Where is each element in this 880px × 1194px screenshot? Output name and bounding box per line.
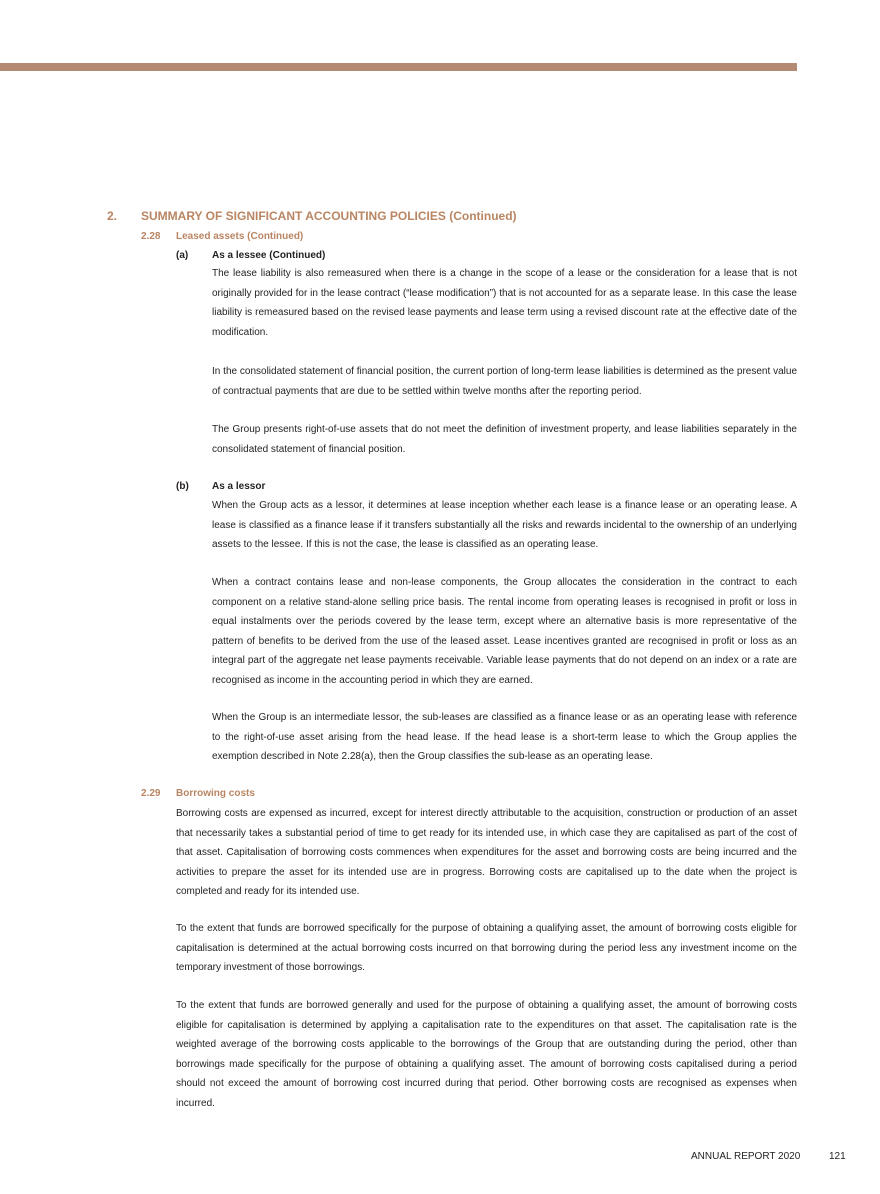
paragraph: The Group presents right-of-use assets that do not meet the definition of investment property, and lease liabilities separately in the consolidated statement of financial position. — [212, 424, 797, 455]
header-rule — [0, 63, 797, 71]
paragraph: To the extent that funds are borrowed generally and used for the purpose of obtaining a qualifying asset, the amount of borrowing costs eligible for capitalisation is determined by applying a capitalisation rate to the expenditures on that asset. The capitalisation rate is the weighted average of the borrowing costs applicable to the borrowings of the Group that are outstanding during the period, other than borrowings made specifically for the purpose of obtaining a qualifying asset. The amount of borrowing costs capitalised during a period should not exceed the amount of borrowing cost incurred during that period. Other borrowing costs are recognised as expenses when incurred. — [176, 1000, 797, 1109]
subsection-number: 2.29 — [141, 788, 161, 799]
paragraph: When a contract contains lease and non-lease components, the Group allocates the consideration in the contract to each component on a relative stand-alone selling price basis. The rental income from operating leases is recognised in profit or loss in equal instalments over the periods covered by the lease term, except where an alternative basis is more representative of the pattern of benefits to be derived from the use of the leased asset. Lease incentives granted are recognised in profit or loss as an integral part of the aggregate net lease payments receivable. Variable lease payments that do not depend on an index or a rate are recognised as income in the accounting period in which they are earned. — [212, 577, 797, 686]
subsection-number: 2.28 — [141, 231, 161, 242]
paragraph: To the extent that funds are borrowed specifically for the purpose of obtaining a qualifying asset, the amount of borrowing costs eligible for capitalisation is determined at the actual borrowing costs incurred on that borrowing during the period less any investment income on the temporary investment of those borrowings. — [176, 923, 797, 973]
item-title: As a lessor — [212, 481, 266, 492]
section-title: SUMMARY OF SIGNIFICANT ACCOUNTING POLICIES (Continued) — [141, 209, 517, 223]
page-number: 121 — [829, 1151, 846, 1162]
item-number: (b) — [176, 481, 189, 492]
paragraph: Borrowing costs are expensed as incurred, except for interest directly attributable to the acquisition, construction or production of an asset that necessarily takes a substantial period of time to get ready for its intended use, in which case they are capitalised as part of the cost of that asset. Capitalisation of borrowing costs commences when expenditures for the asset and borrowing costs are being incurred and the activities to prepare the asset for its intended use are in progress. Borrowing costs are capitalised up to the date when the project is completed and ready for its intended use. — [176, 808, 797, 897]
paragraph: When the Group is an intermediate lessor, the sub-leases are classified as a finance lease or as an operating lease with reference to the right-of-use asset arising from the head lease. If the head lease is a short-term lease to which the Group applies the exemption described in Note 2.28(a), then the Group classifies the sub-lease as an operating lease. — [212, 712, 797, 762]
paragraph: In the consolidated statement of financial position, the current portion of long-term lease liabilities is determined as the present value of contractual payments that are due to be settled within twelve months after the reporting period. — [212, 366, 797, 397]
item-title: As a lessee (Continued) — [212, 250, 326, 261]
section-number: 2. — [107, 209, 118, 223]
subsection-title: Borrowing costs — [176, 788, 255, 799]
report-title: ANNUAL REPORT 2020 — [691, 1151, 801, 1162]
subsection-title: Leased assets (Continued) — [176, 231, 304, 242]
paragraph: When the Group acts as a lessor, it determines at lease inception whether each lease is a finance lease or an operating lease. A lease is classified as a finance lease if it transfers substantially all the risks and rewards incidental to the ownership of an underlying assets to the lessee. If this is not the case, the lease is classified as an operating lease. — [212, 500, 797, 550]
item-number: (a) — [176, 250, 189, 261]
paragraph: The lease liability is also remeasured when there is a change in the scope of a lease or the consideration for a lease that is not originally provided for in the lease contract (“lease modification”) that is not accounted for as a separate lease. In this case the lease liability is remeasured based on the revised lease payments and lease term using a revised discount rate at the effective date of the modification. — [212, 268, 797, 338]
